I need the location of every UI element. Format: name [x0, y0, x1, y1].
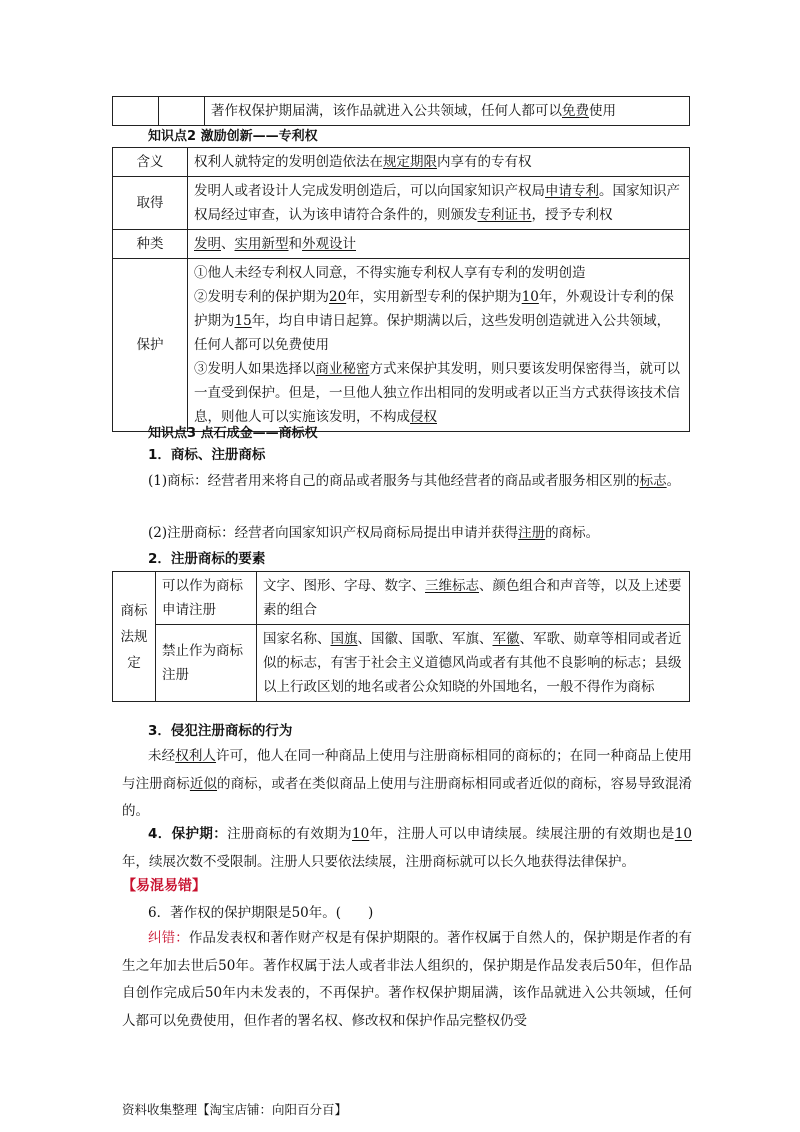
footer: 资料收集整理【淘宝店铺：向阳百分百】 [122, 1102, 348, 1117]
table-cell-empty [113, 97, 159, 126]
table-cell-content: 著作权保护期届满，该作品就进入公共领域，任何人都可以免费使用 [205, 97, 690, 126]
table-row [113, 148, 690, 177]
subheading-1: 1．商标、注册商标 [148, 447, 266, 463]
table-row [113, 230, 690, 259]
confusion-heading: 【易混易错】 [122, 878, 206, 894]
row-label: 保护 [113, 259, 188, 432]
row-content: 发明、实用新型和外观设计 [188, 230, 690, 259]
protection-item-3: ③发明人如果选择以商业秘密方式来保护其发明，则只要该发明保密得当，就可以一直受到保护。但是，一旦他人独立作出相同的发明或者以正当方式获得该技术信息，则他人可以实施该发明，不构成侵权 [194, 361, 680, 425]
row-label: 种类 [113, 230, 188, 259]
question-6: 6．著作权的保护期限是50年。( ) [148, 905, 374, 921]
row-label: 禁止作为商标注册 [156, 625, 257, 702]
section-heading-patent: 知识点2 激励创新——专利权 [148, 129, 318, 144]
table-cell-empty [159, 97, 205, 126]
table-row [113, 177, 690, 230]
table-row [113, 572, 690, 625]
side-label: 商标法规定 [113, 572, 156, 702]
row-content: 发明人或者设计人完成发明创造后，可以向国家知识产权局申请专利。国家知识产权局经过审查，认为该申请符合条件的，则颁发专利证书，授予专利权 [188, 177, 690, 230]
protection-item-1: ①他人未经专利权人同意，不得实施专利权人享有专利的发明创造 [194, 265, 586, 281]
infringement-text: 未经权利人许可，他人在同一种商品上使用与注册商标相同的商标的；在同一种商品上使用与注册商标近似的商标，或者在类似商品上使用与注册商标相同或者近似的商标，容易导致混淆的。 [122, 748, 693, 819]
row-label: 含义 [113, 148, 188, 177]
subheading-3: 3．侵犯注册商标的行为 [148, 723, 293, 739]
definition-registered-trademark: (2)注册商标：经营者向国家知识产权局商标局提出申请并获得注册的商标。 [148, 525, 600, 541]
section-heading-trademark: 知识点3 点石成金——商标权 [148, 426, 318, 441]
correction-text: 纠错：作品发表权和著作财产权是有保护期限的。著作权属于自然人的，保护期是作者的有生之年加去世后50年。著作权属于法人或者非法人组织的，保护期是作品发表后50年，但作品自创作完成后50年内未发表的，不再保护。著作权保护期届满，该作品就进入公共领域，任何人都可以免费使用，但作者的署名权、修改权和保护作品完整权仍受 [122, 930, 693, 1029]
subheading-2: 2．注册商标的要素 [148, 551, 266, 567]
table-row [113, 625, 690, 702]
definition-trademark: (1)商标：经营者用来将自己的商品或者服务与其他经营者的商品或者服务相区别的标志。 [148, 473, 681, 489]
row-content: 文字、图形、字母、数字、三维标志、颜色组合和声音等，以及上述要素的组合 [257, 572, 690, 625]
table-row [113, 97, 690, 126]
protection-period-text: 4．保护期：注册商标的有效期为10年，注册人可以申请续展。续展注册的有效期也是10年，续展次数不受限制。注册人只要依法续展，注册商标就可以长久地获得法律保护。 [122, 826, 692, 870]
table-row [113, 259, 690, 432]
row-content: 权利人就特定的发明创造依法在规定期限内享有的专有权 [188, 148, 690, 177]
row-label: 取得 [113, 177, 188, 230]
protection-item-2: ②发明专利的保护期为20年，实用新型专利的保护期为10年，外观设计专利的保护期为15年，均自申请日起算。保护期满以后，这些发明创造就进入公共领域，任何人都可以免费使用 [194, 289, 674, 353]
trademark-table [112, 571, 690, 702]
row-label: 可以作为商标申请注册 [156, 572, 257, 625]
patent-table [112, 147, 690, 432]
row-content [188, 259, 690, 432]
copyright-table-tail [112, 96, 690, 126]
row-content: 国家名称、国旗、国徽、国歌、军旗、军徽、军歌、勋章等相同或者近似的标志，有害于社会主义道德风尚或者有其他不良影响的标志；县级以上行政区划的地名或者公众知晓的外国地名，一般不得作为商标 [257, 625, 690, 702]
